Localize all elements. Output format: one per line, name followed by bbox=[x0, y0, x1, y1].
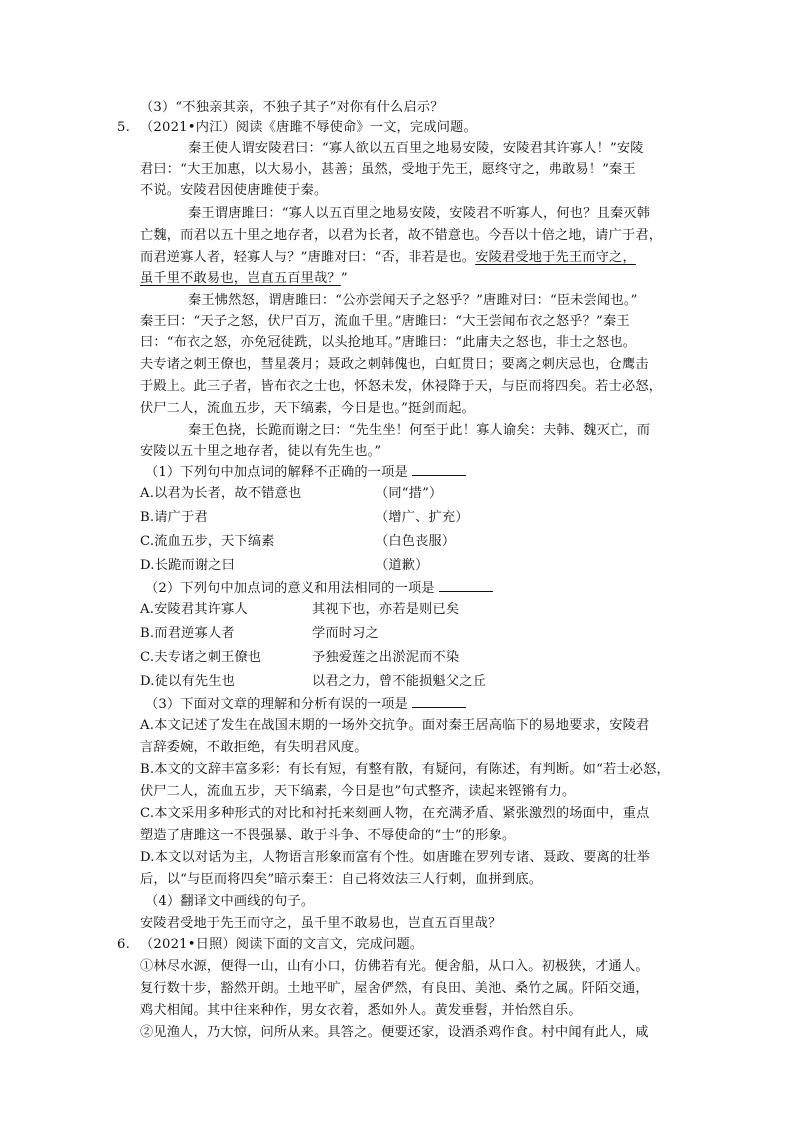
option-compare: 予独爱莲之出淤泥而不染 bbox=[312, 650, 460, 665]
option-b bbox=[140, 509, 660, 527]
q6-heading: （2021•日照）阅读下面的文言文，完成问题。 bbox=[140, 937, 424, 952]
option-note: （同“措”） bbox=[375, 486, 443, 501]
option-d bbox=[140, 557, 660, 575]
passage-text: ” bbox=[340, 271, 348, 286]
passage-line: ②见渔人，乃大惊，问所从来。具答之。便要还家，设酒杀鸡作食。村中闻有此人，咸 bbox=[140, 1025, 649, 1040]
option-text: B.请广于君 bbox=[140, 510, 208, 525]
passage-line: 夫专诸之刺王僚也，彗星袭月；聂政之刺韩傀也，白虹贯日；要离之刺庆忌也，仓鹰击 bbox=[140, 357, 649, 372]
passage-line: 复行数十步，豁然开朗。土地平旷，屋舍俨然，有良田、美池、桑竹之属。阡陌交通， bbox=[140, 981, 649, 996]
option-c: C.本文采用多种形式的对比和衬托来刻画人物，在充满矛盾、紧张激烈的场面中，重点 bbox=[140, 806, 650, 821]
option-text: A.以君为长者，故不错意也 bbox=[140, 486, 302, 501]
passage-line: 鸡犬相闻。其中往来种作，男女衣着，悉如外人。黄发垂髫，并怡然自乐。 bbox=[140, 1003, 582, 1018]
option-text: D.长跪而谢之曰 bbox=[140, 558, 236, 573]
answer-blank[interactable] bbox=[439, 579, 493, 592]
option-compare: 以君之力，曾不能损魁父之丘 bbox=[312, 674, 487, 689]
option-c-cont: 塑造了唐雎这一不畏强暴、敢于斗争、不辱使命的“士”的形象。 bbox=[140, 828, 516, 843]
passage-line: ①林尽水源，便得一山，山有小口，仿佛若有光。便舍船，从口入。初极狭，才通人。 bbox=[140, 959, 649, 974]
q5-heading: （2021•内江）阅读《唐雎不辱使命》一文，完成问题。 bbox=[140, 120, 477, 135]
option-a bbox=[140, 485, 660, 503]
option-a-cont: 言辞委婉，不敢拒绝，有失明君风度。 bbox=[140, 740, 368, 755]
passage-line: 秦王曰：“天子之怒，伏尸百万，流血千里。”唐雎曰：“大王尝闻布衣之怒乎？”秦王 bbox=[140, 314, 630, 329]
option-b: B.本文的文辞丰富多彩：有长有短，有整有散，有疑问，有陈述，有判断。如“若士必怒， bbox=[140, 762, 670, 777]
q4-sub3: （3）“不独亲其亲，不独子其子”对你有什么启示？ bbox=[140, 100, 444, 115]
sub-question-1 bbox=[145, 463, 466, 482]
question-text: （1）下列句中加点词的解释不正确的一项是 bbox=[145, 465, 408, 480]
passage-line: 安陵以五十里之地存者，徒以有先生也。” bbox=[140, 444, 382, 459]
option-d: D.本文以对话为主，人物语言形象而富有个性。如唐雎在罗列专诸、聂政、要离的壮举 bbox=[140, 850, 651, 865]
question-text: （3）下面对文章的理解和分析有误的一项是 bbox=[145, 697, 408, 712]
translate-sentence: 安陵君受地于先王而守之，虽千里不敢易也，岂直五百里哉？ bbox=[140, 916, 502, 931]
option-note: （道歉） bbox=[375, 558, 429, 573]
passage-text: 而君逆寡人者，轻寡人与？”唐雎对曰：“否，非若是也。 bbox=[140, 250, 476, 265]
option-b-cont: 伏尸二人，流血五步，天下缟素，今日是也”句式整齐，读起来铿锵有力。 bbox=[140, 784, 576, 799]
passage-line: 秦王谓唐雎曰：“寡人以五百里之地易安陵，安陵君不听寡人，何也？且秦灭韩 bbox=[188, 206, 651, 221]
passage-line: 秦王色挠，长跪而谢之曰：“先生坐！何至于此！寡人谕矣：夫韩、魏灭亡，而 bbox=[188, 423, 651, 438]
option-text: A.安陵君其许寡人 bbox=[140, 602, 248, 617]
passage-line: 于殿上。此三子者，皆布衣之士也，怀怒未发，休祲降于天，与臣而将四矣。若士必怒， bbox=[140, 379, 663, 394]
q5-number: 5. bbox=[117, 120, 130, 135]
answer-blank[interactable] bbox=[412, 463, 466, 476]
option-d-cont: 后，以“与臣而将四矣”暗示秦王：自己将效法三人行刺，血拼到底。 bbox=[140, 872, 543, 887]
option-c bbox=[140, 649, 660, 667]
passage-line: 亡魏，而君以五十里之地存者，以君为长者，故不错意也。今吾以十倍之地，请广于君， bbox=[140, 228, 663, 243]
option-text: C.流血五步，天下缟素 bbox=[140, 534, 275, 549]
option-note: （增广、扩充） bbox=[375, 510, 469, 525]
option-compare: 其视下也，亦若是则已矣 bbox=[312, 602, 460, 617]
passage-line: 曰：“布衣之怒，亦免冠徒跣，以头抢地耳。”唐雎曰：“此庸夫之怒也，非士之怒也。 bbox=[140, 335, 637, 350]
option-compare: 学而时习之 bbox=[312, 626, 379, 641]
passage-line: 君曰：“大王加惠，以大易小，甚善；虽然，受地于先王，愿终守之，弗敢易！”秦王 bbox=[140, 162, 636, 177]
passage-line: 秦王使人谓安陵君曰：“寡人欲以五百里之地易安陵，安陵君其许寡人！”安陵 bbox=[188, 141, 644, 156]
passage-line bbox=[140, 270, 348, 288]
passage-line: 伏尸二人，流血五步，天下缟素，今日是也。”挺剑而起。 bbox=[140, 401, 476, 416]
option-text: C.夫专诸之刺王僚也 bbox=[140, 650, 262, 665]
passage-line bbox=[140, 249, 636, 267]
sub-question-3 bbox=[145, 695, 466, 714]
passage-line: 不说。安陵君因使唐雎使于秦。 bbox=[140, 183, 328, 198]
option-c bbox=[140, 533, 660, 551]
option-a: A.本文记述了发生在战国末期的一场外交抗争。面对秦王居高临下的易地要求，安陵君 bbox=[140, 718, 650, 733]
option-a bbox=[140, 601, 660, 619]
passage-line: 秦王怫然怒，谓唐雎曰：“公亦尝闻天子之怒乎？”唐雎对曰：“臣未尝闻也。” bbox=[188, 293, 638, 308]
option-b bbox=[140, 625, 660, 643]
question-text: （2）下列句中加点词的意义和用法相同的一项是 bbox=[145, 581, 435, 596]
underlined-sentence: 虽千里不敢易也，岂直五百里哉？ bbox=[140, 271, 341, 286]
option-note: （白色丧服） bbox=[375, 534, 456, 549]
q6-number: 6. bbox=[117, 937, 130, 952]
sub-question-4: （4）翻译文中画线的句子。 bbox=[145, 894, 315, 909]
underlined-sentence: 安陵君受地于先王而守之， bbox=[475, 250, 636, 265]
option-text: B.而君逆寡人者 bbox=[140, 626, 235, 641]
option-d bbox=[140, 673, 660, 691]
sub-question-2 bbox=[145, 579, 493, 598]
option-text: D.徒以有先生也 bbox=[140, 674, 236, 689]
answer-blank[interactable] bbox=[412, 695, 466, 708]
